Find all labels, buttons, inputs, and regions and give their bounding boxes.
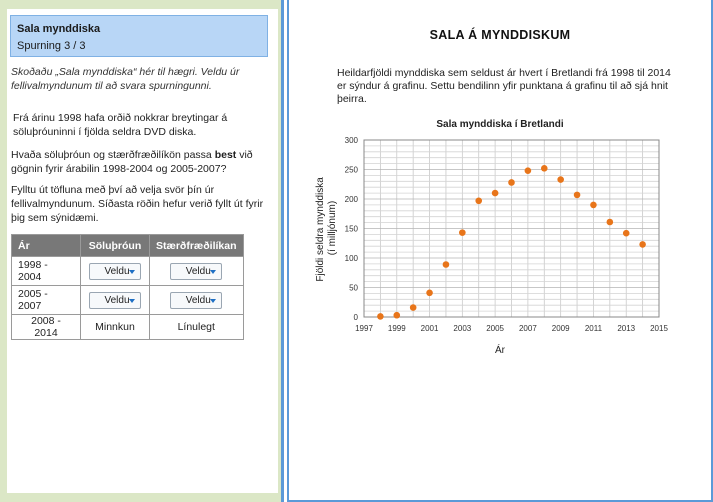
dropdown-value: Veldu	[104, 294, 130, 306]
x-tick-label: 1999	[387, 324, 406, 333]
question-text-pre: Hvaða söluþróun og stærðfræðilíkön passa	[11, 149, 215, 161]
x-tick-label: 2015	[650, 324, 668, 333]
x-tick-label: 2001	[420, 324, 439, 333]
x-tick-label: 2013	[617, 324, 636, 333]
data-point[interactable]	[377, 313, 384, 320]
model-dropdown-2[interactable]	[170, 292, 222, 309]
row-year: 2005 - 2007	[12, 286, 81, 315]
question-text-bold: best	[214, 149, 237, 161]
y-tick-label: 0	[353, 313, 358, 322]
table-instructions: Fylltu út töfluna með því að velja svör þín úr fellivalmyndunum. Síðasta röðin hefur verið fyllt út fyrir þig sem sýnidæmi.	[11, 184, 264, 224]
question-title: Sala mynddiska	[17, 23, 101, 35]
x-tick-label: 2011	[584, 324, 603, 333]
data-point[interactable]	[623, 230, 630, 237]
y-tick-label: 50	[349, 283, 358, 293]
dropdown-value: Veldu	[185, 294, 211, 306]
data-point[interactable]	[541, 165, 548, 172]
question-header	[10, 15, 268, 57]
instructions-text: Skoðaðu „Sala mynddiska“ hér til hægri. Veldu úr fellivalmyndunum til að svara spurningunni.	[11, 66, 240, 92]
y-tick-label: 200	[344, 195, 358, 204]
x-tick-labels	[355, 324, 668, 333]
dropdown-arrow-icon	[210, 270, 216, 274]
data-point[interactable]	[590, 202, 597, 209]
header-year: Ár	[12, 235, 81, 257]
x-tick-label: 1997	[355, 324, 373, 333]
y-tick-label: 300	[344, 136, 358, 145]
question-text-post: við gögnin fyrir árabilin 1998-2004 og 2005-2007?	[11, 149, 253, 175]
x-axis-label: Ár	[495, 345, 505, 356]
y-axis-label-line-2: (í milljónum)	[327, 200, 338, 256]
answer-table	[11, 234, 244, 340]
data-point[interactable]	[410, 304, 417, 311]
data-point[interactable]	[525, 167, 532, 174]
model-dropdown-1[interactable]	[170, 263, 222, 280]
stimulus-title: SALA Á MYNDDISKUM	[429, 28, 571, 42]
data-point[interactable]	[574, 192, 581, 199]
y-axis-label-line-1: Fjöldi seldra mynddiska	[315, 177, 326, 282]
y-axis-label	[315, 174, 338, 281]
y-tick-label: 100	[344, 254, 358, 263]
question-panel	[0, 0, 284, 502]
dropdown-value: Veldu	[185, 265, 211, 277]
row-model: Línulegt	[150, 315, 244, 340]
table-header-row	[12, 235, 244, 257]
dropdown-value: Veldu	[104, 265, 130, 277]
y-tick-label: 250	[344, 165, 358, 175]
scatter-chart	[289, 110, 711, 470]
data-point[interactable]	[508, 179, 515, 186]
table-row	[12, 257, 244, 286]
x-tick-label: 2003	[453, 324, 472, 333]
data-point[interactable]	[557, 176, 564, 183]
y-tick-label: 150	[344, 224, 358, 234]
table-row	[12, 315, 244, 340]
y-tick-labels	[345, 136, 359, 322]
chart-title: Sala mynddiska í Bretlandi	[436, 119, 564, 130]
data-point[interactable]	[459, 229, 466, 236]
x-tick-label: 2009	[551, 324, 570, 333]
x-tick-label: 2005	[486, 324, 505, 333]
data-point[interactable]	[475, 197, 482, 204]
data-point[interactable]	[393, 312, 400, 319]
dropdown-arrow-icon	[210, 299, 216, 303]
data-point[interactable]	[607, 219, 614, 226]
row-trend: Minnkun	[81, 315, 150, 340]
trend-dropdown-1[interactable]	[89, 263, 141, 280]
chart-grid	[364, 140, 659, 317]
header-trend: Söluþróun	[81, 235, 150, 257]
x-tick-label: 2007	[518, 324, 537, 333]
dropdown-arrow-icon	[129, 270, 135, 274]
data-point[interactable]	[639, 241, 646, 248]
dropdown-arrow-icon	[129, 299, 135, 303]
stimulus-description: Heildarfjöldi mynddiska sem seldust ár hvert í Bretlandi frá 1998 til 2014 er sýndur á grafinu. Settu bendilinn yfir punktana á grafinu til að sjá hnit þeirra.	[337, 67, 671, 105]
question-paragraph	[11, 148, 273, 176]
table-row	[12, 286, 244, 315]
row-year: 2008 - 2014	[12, 315, 81, 340]
trend-dropdown-2[interactable]	[89, 292, 141, 309]
row-year: 1998 - 2004	[12, 257, 81, 286]
intro-paragraph: Frá árinu 1998 hafa orðið nokkrar breytingar á söluþróuninni í fjölda seldra DVD diska.	[13, 112, 228, 138]
stimulus-panel	[287, 0, 713, 502]
data-point[interactable]	[492, 190, 499, 197]
data-point[interactable]	[443, 261, 450, 268]
question-content	[7, 9, 278, 493]
data-point[interactable]	[426, 290, 433, 297]
header-model: Stærðfræðilíkan	[150, 235, 244, 257]
question-counter: Spurning 3 / 3	[17, 40, 86, 52]
